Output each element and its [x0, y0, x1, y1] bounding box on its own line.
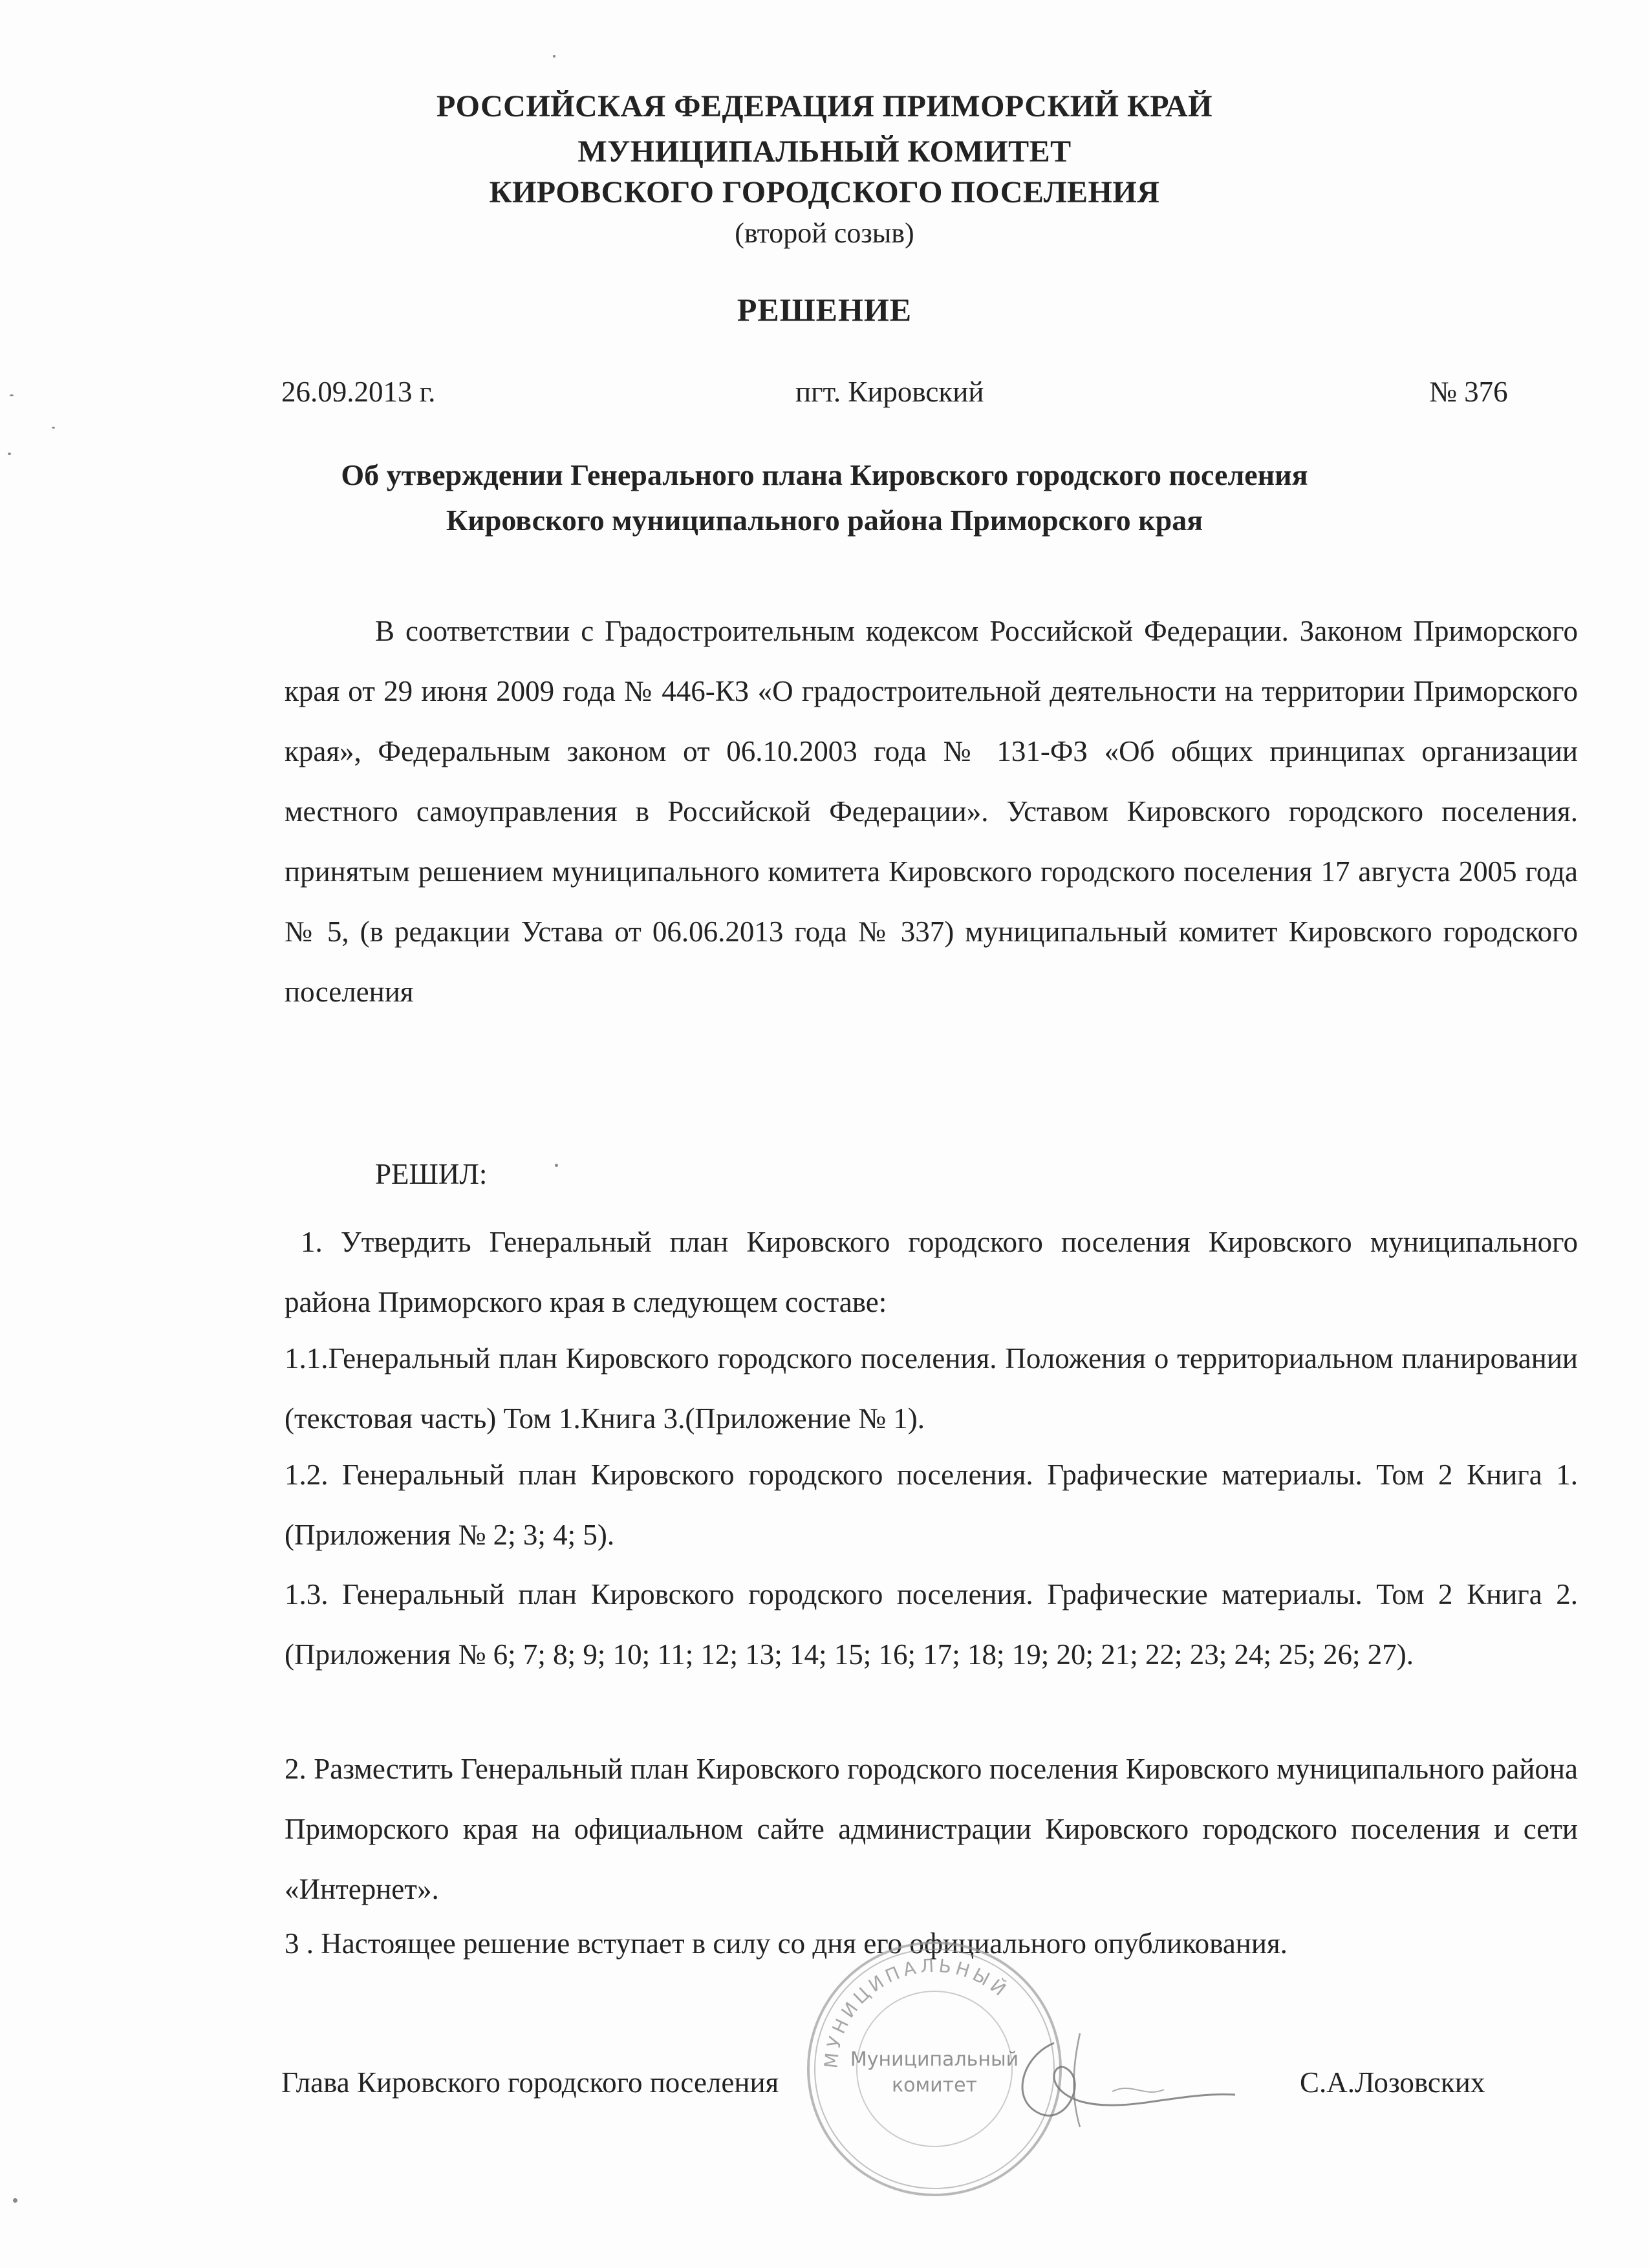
preamble-paragraph: В соответствии с Градостроительным кодексом Российской Федерации. Законом Приморского края от 29 июня 2009 года № 446-КЗ «О градостроительной деятельности на территории Приморского края», Федеральным законом от 06.10.2003 года № 131-ФЗ «Об общих принципах организации местного самоуправления в Российской Федерации». Уставом Кировского городского поселения. принятым решением муниципального комитета Кировского городского поселения 17 августа 2005 года № 5, (в редакции Устава от 06.06.2013 года № 337) муниципальный комитет Кировского городского поселения — [285, 615, 1578, 1008]
decided-label: РЕШИЛ: — [375, 1158, 488, 1190]
item-3: 3 . Настоящее решение вступает в силу со дня его официального опубликования. — [285, 1927, 1288, 1960]
scan-speck — [555, 1164, 558, 1167]
scan-speck — [8, 453, 11, 455]
subject-line-1: Об утверждении Генерального плана Кировского городского поселения — [341, 458, 1308, 491]
seal-ring-text: МУНИЦИПАЛЬНЫЙ — [820, 1954, 1013, 2070]
seal-line-2: комитет — [891, 2074, 978, 2097]
scan-speck — [13, 2198, 17, 2203]
scan-speck — [10, 394, 14, 396]
item-1-3: 1.3. Генеральный план Кировского городского поселения. Графические материалы. Том 2 Книга 2. (Приложения № 6; 7; 8; 9; 10; 11; 12; 13; 14; 15; 16; 17; 18; 19; 20; 21; 22; 23; 24; 25; 26; 27). — [285, 1578, 1578, 1671]
subject-line-2: Кировского муниципального района Приморского края — [446, 504, 1203, 537]
item-2: 2. Разместить Генеральный план Кировского городского поселения Кировского муниципального района Приморского края на официальном сайте администрации Кировского городского поселения и сети «Интернет». — [285, 1753, 1578, 1905]
scan-speck — [553, 55, 555, 58]
convocation-label: (второй созыв) — [735, 217, 914, 249]
decision-place: пгт. Кировский — [795, 376, 984, 408]
seal-line-1: Муниципальный — [850, 2048, 1019, 2071]
handwritten-signature — [983, 2030, 1267, 2134]
signatory-name: С.А.Лозовских — [1300, 2066, 1485, 2099]
decision-number: № 376 — [1429, 376, 1508, 408]
item-1: 1. Утвердить Генеральный план Кировского городского поселения Кировского муниципального района Приморского края в следующем составе: — [285, 1226, 1578, 1318]
header-line-1: РОССИЙСКАЯ ФЕДЕРАЦИЯ ПРИМОРСКИЙ КРАЙ — [436, 89, 1212, 123]
header-line-3: КИРОВСКОГО ГОРОДСКОГО ПОСЕЛЕНИЯ — [489, 175, 1160, 209]
header-line-2: МУНИЦИПАЛЬНЫЙ КОМИТЕТ — [577, 134, 1072, 169]
item-1-1: 1.1.Генеральный план Кировского городского поселения. Положения о территориальном планировании (текстовая часть) Том 1.Книга 3.(Приложение № 1). — [285, 1342, 1578, 1435]
signatory-position: Глава Кировского городского поселения — [281, 2066, 779, 2099]
document-title: РЕШЕНИЕ — [737, 292, 912, 328]
scan-speck — [52, 427, 55, 429]
decision-date: 26.09.2013 г. — [281, 376, 436, 408]
item-1-2: 1.2. Генеральный план Кировского городского поселения. Графические материалы. Том 2 Книга 1. (Приложения № 2; 3; 4; 5). — [285, 1459, 1578, 1551]
